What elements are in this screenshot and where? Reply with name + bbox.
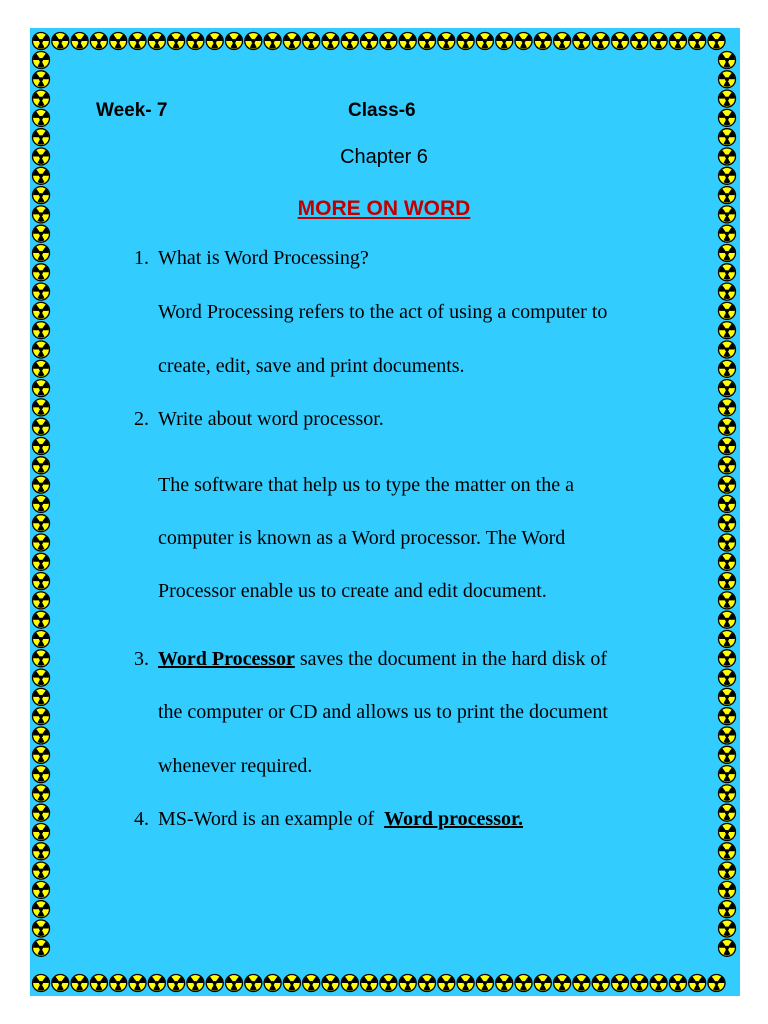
item-4-number: 4. (134, 808, 149, 830)
item-3-number: 3. (134, 648, 149, 670)
item-3-rest: saves the document in the hard disk of (294, 648, 607, 670)
item-3-line-3: whenever required. (158, 755, 313, 777)
item-2-answer-line-2: computer is known as a Word processor. The Word (158, 527, 566, 549)
item-4-text: MS-Word is an example of (158, 808, 385, 830)
item-3-emphasis: Word Processor (158, 648, 295, 670)
item-2-answer-line-1: The software that help us to type the matter on the a (158, 474, 574, 496)
item-1-number: 1. (134, 247, 149, 269)
item-2-number: 2. (134, 408, 149, 430)
item-1-question: What is Word Processing? (158, 247, 369, 269)
item-4-emphasis: Word processor. (384, 808, 524, 830)
week-label: Week- 7 (96, 100, 168, 121)
class-label: Class-6 (348, 100, 416, 121)
item-1-answer-line-2: create, edit, save and print documents. (158, 355, 465, 377)
item-2-question: Write about word processor. (158, 408, 384, 430)
item-2-answer-line-3: Processor enable us to create and edit document. (158, 580, 547, 602)
page-title: MORE ON WORD (297, 197, 471, 220)
chapter-heading: Chapter 6 (340, 146, 428, 168)
item-3-line-1 (158, 648, 607, 671)
item-1-answer-line-1: Word Processing refers to the act of using a computer to (158, 301, 608, 323)
item-3-line-2: the computer or CD and allows us to print the document (158, 701, 608, 723)
item-4-line (158, 808, 523, 831)
